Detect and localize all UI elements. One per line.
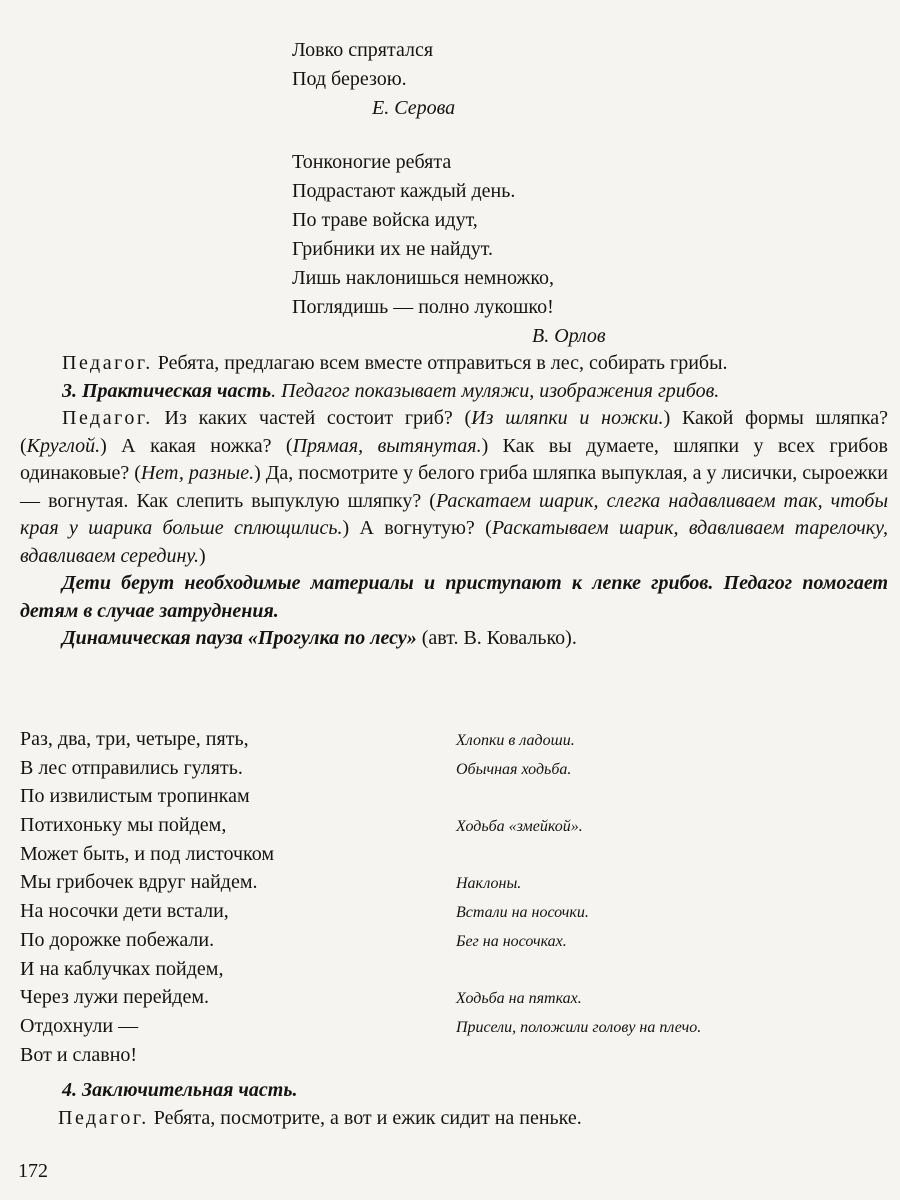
rhyme-verse: Вот и славно!: [20, 1043, 138, 1066]
rhyme-row: [20, 871, 888, 900]
answer-text: Круглой.: [26, 434, 101, 457]
speaker-label: Педагог.: [62, 352, 153, 374]
paragraph: [20, 1104, 888, 1132]
poem-line: Поглядишь — полно лукошко!: [292, 296, 554, 318]
page-number: 172: [18, 1160, 48, 1182]
answer-text: Из шляпки и ножки.: [471, 407, 664, 429]
rhyme-movement: Обычная ходьба.: [456, 760, 572, 778]
section-description: . Педагог показывает муляжи, изображения грибов.: [271, 379, 720, 402]
rhyme-verse: Может быть, и под листочком: [20, 842, 274, 865]
rhyme-table: [20, 728, 888, 1072]
text-run: ) А вогнутую? (: [342, 517, 492, 539]
rhyme-movement: Ходьба «змейкой».: [456, 818, 583, 836]
rhyme-row: [20, 958, 888, 987]
text-run: ) А какая ножка? (: [100, 434, 293, 457]
rhyme-movement: Наклоны.: [456, 875, 522, 893]
poem-line: Тонконогие ребята: [292, 151, 452, 173]
text-run: ): [199, 544, 206, 567]
poem-line: Под березою.: [292, 68, 407, 90]
rhyme-row: [20, 814, 888, 843]
rhyme-row: [20, 986, 888, 1015]
section-title: 3. Практическая часть: [62, 379, 272, 402]
poem-line: Ловко спрятался: [292, 39, 434, 61]
paragraph-text: Ребята, посмотрите, а вот и ежик сидит на пеньке.: [148, 1107, 582, 1129]
answer-text: Раскатываем шарик, вдавливаем тарелочку, вдавливаем середину.: [20, 517, 888, 567]
rhyme-verse: По извилистым тропинкам: [20, 785, 250, 808]
poem-author: В. Орлов: [532, 325, 606, 347]
answer-text: Нет, разные.: [140, 462, 255, 484]
rhyme-movement: Хлопки в ладоши.: [456, 732, 575, 749]
rhyme-verse: На носочки дети встали,: [20, 900, 229, 923]
paragraph: [20, 350, 888, 378]
speaker-label: Педагог.: [58, 1107, 149, 1129]
text-run: ) Какой формы шляпка? (: [20, 407, 889, 457]
rhyme-verse: Мы грибочек вдруг найдем.: [20, 871, 258, 894]
rhyme-row: [20, 1044, 888, 1073]
final-section: [20, 1076, 888, 1132]
answer-text: Прямая, вытянутая.: [292, 434, 482, 457]
section-title: 4. Заключительная часть.: [62, 1079, 298, 1101]
paragraph: [20, 405, 888, 570]
rhyme-row: [20, 900, 888, 929]
speaker-label: Педагог.: [62, 407, 153, 429]
rhyme-movement: Встали на носочки.: [456, 904, 589, 922]
rhyme-verse: Через лужи перейдем.: [20, 986, 210, 1009]
paragraph: Дети берут необходимые материалы и приступают к лепке грибов. Педагог помогает детям в случае затруднения.: [20, 572, 888, 622]
rhyme-verse: По дорожке побежали.: [20, 928, 215, 951]
section-heading: [20, 1076, 888, 1104]
poem-block: [292, 36, 712, 351]
rhyme-movement: Бег на носочках.: [456, 932, 567, 950]
rhyme-verse: Раз, два, три, четыре, пять,: [20, 728, 249, 750]
rhyme-movement: Присели, положили голову на плечо.: [456, 1018, 702, 1036]
section-heading: [20, 378, 888, 406]
poem-author: Е. Серова: [372, 97, 456, 119]
text-run: Из каких частей состоит гриб? (: [152, 407, 472, 429]
rhyme-row: [20, 785, 888, 814]
answer-text: Раскатаем шарик, слегка надавливаем так, чтобы края у шарика больше сплющились.: [20, 489, 888, 539]
rhyme-row: [20, 929, 888, 958]
pause-heading: [20, 625, 888, 653]
rhyme-verse: В лес отправились гулять.: [20, 756, 243, 779]
text-run: ) Как вы думаете, шляпки у всех грибов одинаковые? (: [20, 434, 888, 484]
lesson-text: [20, 350, 888, 653]
rhyme-verse: Отдохнули —: [20, 1014, 139, 1037]
poem-line: Лишь наклонишься немножко,: [292, 267, 555, 289]
rhyme-row: [20, 757, 888, 786]
poem-line: Подрастают каждый день.: [292, 180, 516, 202]
paragraph-text: Ребята, предлагаю всем вместе отправиться в лес, собирать грибы.: [152, 352, 728, 374]
poem-line: Грибники их не найдут.: [292, 238, 493, 260]
rhyme-row: [20, 1015, 888, 1044]
rhyme-movement: Ходьба на пятках.: [456, 990, 582, 1008]
pause-title: Динамическая пауза «Прогулка по лесу»: [62, 627, 417, 649]
rhyme-row: [20, 843, 888, 872]
rhyme-verse: Потихоньку мы пойдем,: [20, 814, 227, 837]
pause-author: (авт. В. Ковалько).: [416, 627, 577, 649]
poem-line: По траве войска идут,: [292, 209, 478, 231]
rhyme-verse: И на каблучках пойдем,: [20, 957, 224, 980]
text-run: ) Да, посмотрите у белого гриба шляпка выпуклая, а у лисички, сыроежки — вогнутая. Как слепить выпуклую шляпку? (: [20, 462, 888, 512]
rhyme-row: [20, 728, 888, 757]
